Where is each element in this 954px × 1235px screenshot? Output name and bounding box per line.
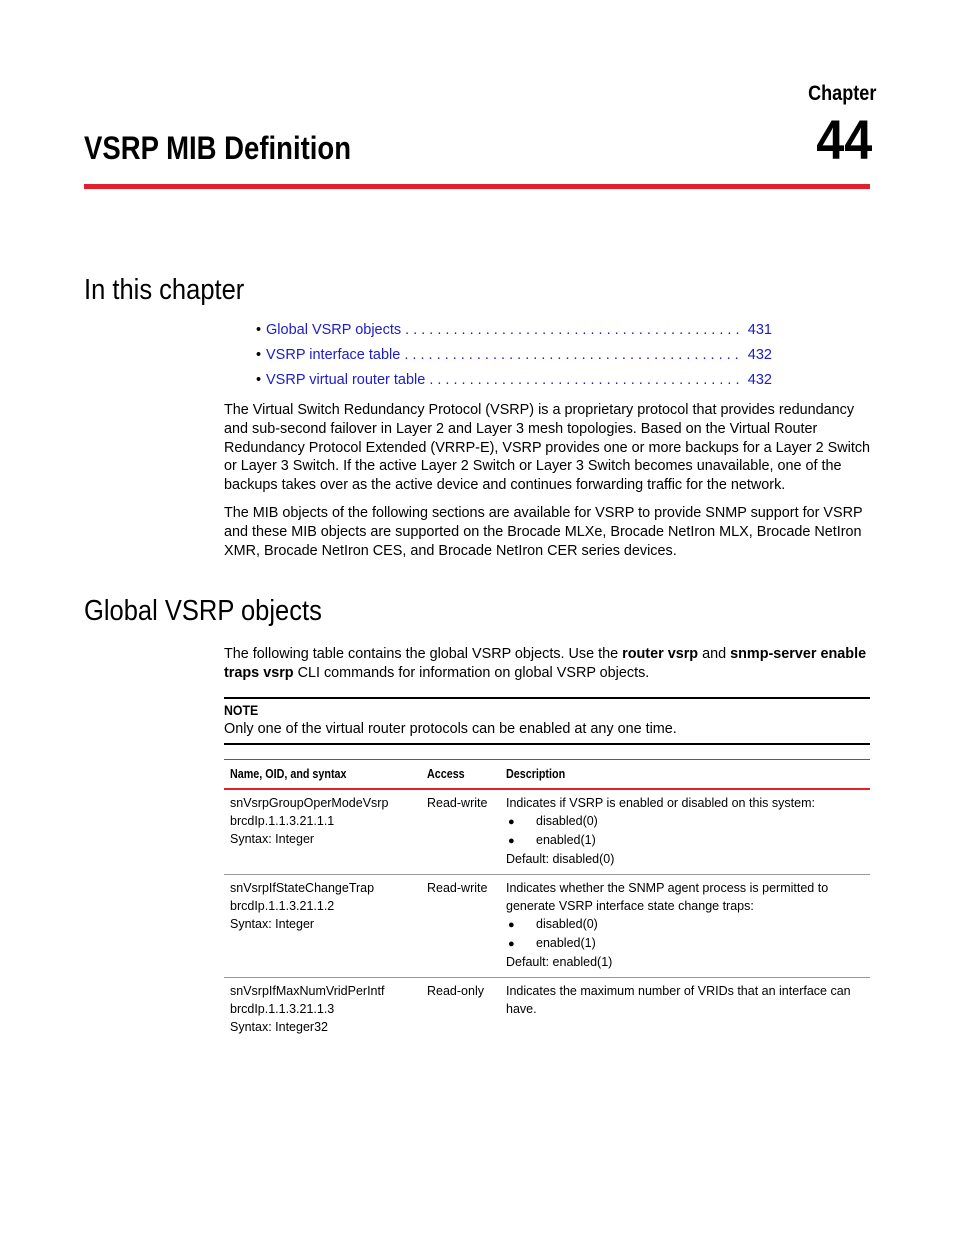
bullet-icon: • [256, 347, 262, 363]
default-value: Default: enabled(1) [506, 955, 613, 969]
object-oid: brcdIp.1.1.3.21.1.3 [230, 1002, 335, 1016]
header-name [224, 760, 421, 790]
note-box [224, 697, 870, 745]
cell-description [500, 789, 870, 875]
toc-item[interactable] [256, 322, 772, 347]
option-item [506, 831, 864, 850]
chapter-number: 44 [815, 108, 872, 171]
bullet-icon: ● [508, 938, 515, 950]
cell-description [500, 978, 870, 1043]
bullet-icon: • [256, 322, 262, 338]
bullet-icon: ● [508, 816, 515, 828]
header-text: Access [427, 767, 465, 781]
toc-leader [405, 322, 744, 338]
bullet-icon: • [256, 372, 262, 388]
toc-item[interactable] [256, 347, 772, 372]
cell-name [224, 978, 421, 1043]
table-row [224, 789, 870, 875]
object-oid: brcdIp.1.1.3.21.1.1 [230, 814, 335, 828]
command-router-vsrp: router vsrp [622, 646, 699, 662]
chapter-label: Chapter [807, 82, 876, 105]
command-snmp-traps: snmp-server enable traps vsrp [224, 646, 867, 681]
header-access [421, 760, 500, 790]
toc-item[interactable] [256, 372, 772, 397]
option-text: enabled(1) [536, 936, 596, 950]
option-item [506, 915, 864, 934]
toc-leader [404, 347, 743, 363]
table-header-row [224, 760, 870, 790]
bullet-icon: ● [508, 919, 515, 931]
section-heading-global-vsrp: Global VSRP objects [84, 595, 322, 627]
object-syntax: Syntax: Integer32 [230, 1020, 328, 1034]
header-text: Name, OID, and syntax [230, 767, 347, 781]
toc-leader [429, 372, 743, 388]
note-text: Only one of the virtual router protocols can be enabled at any one time. [224, 721, 677, 737]
note-label: NOTE [224, 702, 259, 718]
object-syntax: Syntax: Integer [230, 832, 315, 846]
table-row [224, 978, 870, 1043]
option-text: disabled(0) [536, 917, 598, 931]
object-name: snVsrpIfMaxNumVridPerIntf [230, 984, 385, 998]
object-name: snVsrpGroupOperModeVsrp [230, 796, 389, 810]
description-text: Indicates whether the SNMP agent process is permitted to generate VSRP interface state change traps: [506, 881, 829, 913]
object-syntax: Syntax: Integer [230, 917, 315, 931]
object-name: snVsrpIfStateChangeTrap [230, 881, 375, 895]
mib-table [224, 759, 870, 1042]
page-title: VSRP MIB Definition [84, 130, 352, 166]
description-text: Indicates if VSRP is enabled or disabled on this system: [506, 796, 815, 810]
text-run: The following table contains the global VSRP objects. Use the [224, 646, 623, 662]
cell-description [500, 875, 870, 978]
text-run: CLI commands for information on global VSRP objects. [293, 664, 650, 681]
toc-page-number[interactable]: 432 [747, 372, 772, 388]
text-run: and [698, 646, 731, 662]
object-oid: brcdIp.1.1.3.21.1.2 [230, 899, 335, 913]
toc-link[interactable]: VSRP interface table [266, 347, 401, 363]
intro-paragraph: The Virtual Switch Redundancy Protocol (VSRP) is a proprietary protocol that provides redundancy and sub-second failover in Layer 2 and Layer 3 mesh topologies. Based on the Virtual Router Redundancy Protocol Extended (VRRP-E), VSRP provides one or more backups for a Layer 2 Switch or Layer 3 Switch. If the active Layer 2 Switch or Layer 3 Switch becomes unavailable, one of the backups takes over as the active device and continues forwarding traffic for the network. [224, 402, 871, 494]
table-row [224, 875, 870, 978]
header-text: Description [506, 767, 566, 781]
option-item [506, 812, 864, 831]
cell-access: Read-write [421, 875, 500, 978]
description-text: Indicates the maximum number of VRIDs that an interface can have. [506, 984, 851, 1016]
cell-name [224, 789, 421, 875]
toc-page-number[interactable]: 431 [747, 322, 772, 338]
default-value: Default: disabled(0) [506, 852, 615, 866]
toc-page-number[interactable]: 432 [747, 347, 772, 363]
cell-access: Read-write [421, 789, 500, 875]
option-text: enabled(1) [536, 833, 596, 847]
cell-access: Read-only [427, 984, 484, 998]
support-paragraph: The MIB objects of the following sections are available for VSRP to provide SNMP support for VSRP and these MIB objects are supported on the Brocade MLXe, Brocade NetIron MLX, Brocade NetIron XMR, Brocade NetIron CES, and Brocade NetIron CER series devices. [224, 505, 863, 559]
toc-link[interactable]: Global VSRP objects [266, 322, 402, 338]
global-intro-paragraph [224, 645, 874, 683]
toc-link[interactable]: VSRP virtual router table [266, 372, 426, 388]
option-item [506, 934, 864, 953]
chapter-toc [256, 322, 772, 397]
option-text: disabled(0) [536, 814, 598, 828]
header-description [500, 760, 870, 790]
bullet-icon: ● [508, 835, 515, 847]
cell-name [224, 875, 421, 978]
title-rule [84, 184, 870, 189]
section-heading-in-this-chapter: In this chapter [84, 274, 245, 306]
